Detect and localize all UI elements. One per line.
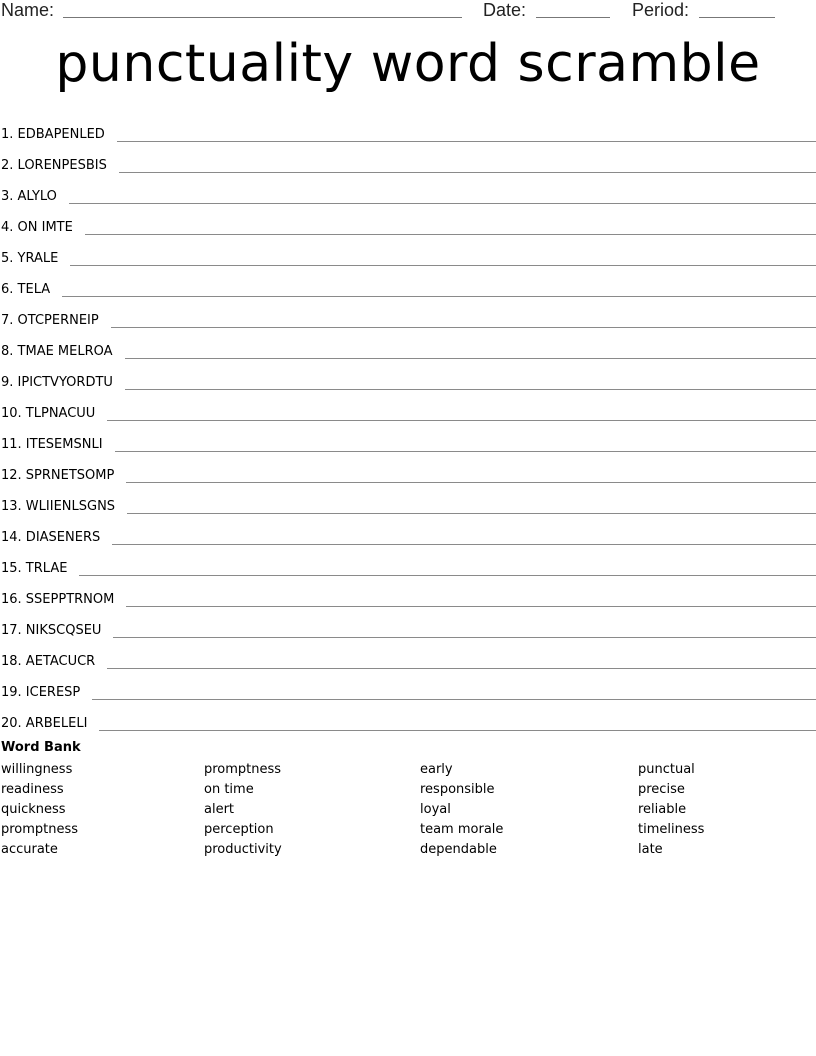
word-bank-item: quickness bbox=[1, 802, 66, 817]
scrambled-word: 16. SSEPPTRNOM bbox=[1, 592, 115, 607]
question-row bbox=[0, 112, 816, 143]
word-bank-item: promptness bbox=[1, 822, 79, 837]
scrambled-word: 19. ICERESP bbox=[1, 685, 81, 700]
scrambled-word: 18. AETACUCR bbox=[1, 654, 96, 669]
question-row bbox=[0, 453, 816, 484]
question-row bbox=[0, 174, 816, 205]
period-field[interactable] bbox=[699, 17, 775, 18]
date-label: Date: bbox=[483, 0, 527, 20]
answer-line[interactable] bbox=[126, 482, 816, 483]
scrambled-word: 14. DIASENERS bbox=[1, 530, 101, 545]
question-row bbox=[0, 546, 816, 577]
word-bank-item: readiness bbox=[1, 782, 64, 797]
question-row bbox=[0, 360, 816, 391]
scrambled-word: 4. ON IMTE bbox=[1, 220, 73, 235]
page-title: punctuality word scramble bbox=[55, 34, 761, 94]
answer-line[interactable] bbox=[107, 420, 816, 421]
answer-line[interactable] bbox=[117, 141, 816, 142]
scrambled-word: 11. ITESEMSNLI bbox=[1, 437, 103, 452]
scrambled-word: 6. TELA bbox=[1, 282, 51, 297]
question-row bbox=[0, 143, 816, 174]
word-bank-item: reliable bbox=[638, 802, 687, 817]
scrambled-word: 9. IPICTVYORDTU bbox=[1, 375, 113, 390]
question-row bbox=[0, 298, 816, 329]
scrambled-word: 5. YRALE bbox=[1, 251, 59, 266]
word-bank-column bbox=[420, 760, 503, 860]
name-field[interactable] bbox=[63, 17, 462, 18]
question-row bbox=[0, 515, 816, 546]
word-bank-item: timeliness bbox=[638, 822, 705, 837]
word-bank-item: early bbox=[420, 762, 453, 777]
word-bank-column bbox=[1, 760, 78, 860]
scrambled-word: 13. WLIIENLSGNS bbox=[1, 499, 116, 514]
word-bank-title: Word Bank bbox=[1, 740, 81, 755]
answer-line[interactable] bbox=[113, 637, 816, 638]
scrambled-word: 20. ARBELELI bbox=[1, 716, 88, 731]
word-bank-item: punctual bbox=[638, 762, 695, 777]
answer-line[interactable] bbox=[85, 234, 816, 235]
period-label: Period: bbox=[632, 0, 690, 20]
name-label: Name: bbox=[1, 0, 55, 20]
word-bank-item: team morale bbox=[420, 822, 504, 837]
date-field[interactable] bbox=[536, 17, 610, 18]
question-row bbox=[0, 236, 816, 267]
word-bank-item: perception bbox=[204, 822, 274, 837]
question-row bbox=[0, 484, 816, 515]
word-bank-item: precise bbox=[638, 782, 685, 797]
scrambled-word: 17. NIKSCQSEU bbox=[1, 623, 102, 638]
answer-line[interactable] bbox=[125, 389, 816, 390]
answer-line[interactable] bbox=[92, 699, 816, 700]
word-bank-item: dependable bbox=[420, 842, 497, 857]
question-row bbox=[0, 639, 816, 670]
answer-line[interactable] bbox=[99, 730, 816, 731]
answer-line[interactable] bbox=[107, 668, 816, 669]
question-row bbox=[0, 422, 816, 453]
scrambled-word: 7. OTCPERNEIP bbox=[1, 313, 99, 328]
question-row bbox=[0, 577, 816, 608]
answer-line[interactable] bbox=[115, 451, 816, 452]
question-row bbox=[0, 267, 816, 298]
answer-line[interactable] bbox=[70, 265, 816, 266]
answer-line[interactable] bbox=[62, 296, 816, 297]
answer-line[interactable] bbox=[125, 358, 816, 359]
scrambled-word: 15. TRLAE bbox=[1, 561, 68, 576]
header-row bbox=[0, 0, 816, 22]
answer-line[interactable] bbox=[111, 327, 816, 328]
answer-line[interactable] bbox=[112, 544, 816, 545]
scrambled-word: 8. TMAE MELROA bbox=[1, 344, 113, 359]
scrambled-word: 12. SPRNETSOMP bbox=[1, 468, 115, 483]
answer-line[interactable] bbox=[127, 513, 816, 514]
word-bank-item: responsible bbox=[420, 782, 495, 797]
scrambled-word: 3. ALYLO bbox=[1, 189, 57, 204]
answer-line[interactable] bbox=[79, 575, 816, 576]
word-bank-item: willingness bbox=[1, 762, 73, 777]
question-list bbox=[0, 112, 816, 732]
word-bank-item: accurate bbox=[1, 842, 58, 857]
word-bank-item: loyal bbox=[420, 802, 451, 817]
word-bank-item: late bbox=[638, 842, 663, 857]
scrambled-word: 1. EDBAPENLED bbox=[1, 127, 105, 142]
scrambled-word: 10. TLPNACUU bbox=[1, 406, 96, 421]
answer-line[interactable] bbox=[126, 606, 816, 607]
answer-line[interactable] bbox=[119, 172, 816, 173]
word-bank-item: alert bbox=[204, 802, 235, 817]
answer-line[interactable] bbox=[69, 203, 816, 204]
question-row bbox=[0, 329, 816, 360]
word-bank-item: on time bbox=[204, 782, 254, 797]
scrambled-word: 2. LORENPESBIS bbox=[1, 158, 107, 173]
word-bank-item: productivity bbox=[204, 842, 282, 857]
word-bank-item: promptness bbox=[204, 762, 282, 777]
question-row bbox=[0, 205, 816, 236]
question-row bbox=[0, 391, 816, 422]
question-row bbox=[0, 670, 816, 701]
word-bank-column bbox=[638, 760, 704, 860]
question-row bbox=[0, 701, 816, 732]
word-bank-column bbox=[204, 760, 282, 860]
question-row bbox=[0, 608, 816, 639]
